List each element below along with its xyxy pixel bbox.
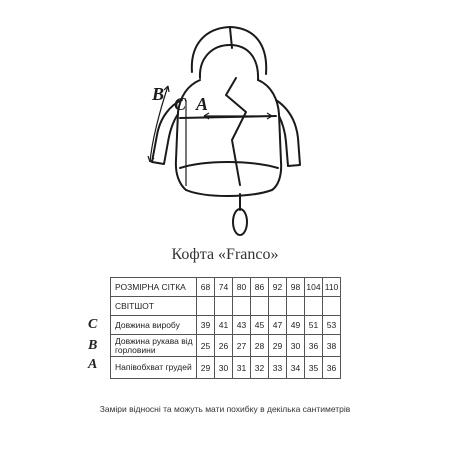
table-header-row (111, 278, 341, 297)
header-label: РОЗМІРНА СІТКА (111, 278, 197, 297)
value-cell: 27 (233, 335, 251, 357)
value-cell: 45 (251, 316, 269, 335)
size-cell: 86 (251, 278, 269, 297)
value-cell: 30 (215, 357, 233, 379)
value-cell: 35 (305, 357, 323, 379)
hood-outline (192, 27, 266, 74)
value-cell: 30 (287, 335, 305, 357)
row-label: Довжина рукава від горловини (111, 335, 197, 357)
table-row (111, 357, 341, 379)
value-cell: 28 (251, 335, 269, 357)
row-label: Довжина виробу (111, 316, 197, 335)
value-cell: 34 (287, 357, 305, 379)
value-cell: 38 (323, 335, 341, 357)
value-cell: 31 (233, 357, 251, 379)
disclaimer-note: Заміри відносні та можуть мати похибку в декілька сантиметрів (99, 404, 351, 414)
size-cell: 92 (269, 278, 287, 297)
value-cell: 29 (269, 335, 287, 357)
product-title: Кофта «Franco» (171, 246, 279, 263)
size-cell: 74 (215, 278, 233, 297)
row-letter-a: A (88, 357, 98, 372)
letter-b: B (152, 84, 165, 104)
drawstring-loop (233, 209, 247, 235)
zipper-line (226, 78, 246, 185)
value-cell: 43 (233, 316, 251, 335)
hem-band-bottom (186, 190, 272, 196)
row-letter-c: C (88, 317, 98, 332)
size-cell: 98 (287, 278, 305, 297)
row-label: Напівобхват грудей (111, 357, 197, 379)
size-cell: 68 (197, 278, 215, 297)
value-cell: 26 (215, 335, 233, 357)
value-cell: 53 (323, 316, 341, 335)
value-cell: 51 (305, 316, 323, 335)
value-cell: 49 (287, 316, 305, 335)
value-cell: 32 (251, 357, 269, 379)
value-cell: 39 (197, 316, 215, 335)
value-cell: 36 (305, 335, 323, 357)
size-cell: 80 (233, 278, 251, 297)
value-cell: 36 (323, 357, 341, 379)
table-row (111, 335, 341, 357)
table-section-row (111, 297, 341, 316)
letter-c: C (174, 94, 187, 114)
value-cell: 25 (197, 335, 215, 357)
row-letter-b: B (88, 338, 98, 353)
value-cell: 33 (269, 357, 287, 379)
value-cell: 41 (215, 316, 233, 335)
table-row (111, 316, 341, 335)
size-cell: 104 (305, 278, 323, 297)
section-label: СВІТШОТ (111, 297, 197, 316)
value-cell: 47 (269, 316, 287, 335)
body-right-side (258, 80, 281, 190)
hem-band-top (180, 162, 278, 168)
value-cell: 29 (197, 357, 215, 379)
size-cell: 110 (323, 278, 341, 297)
hood-opening (200, 45, 258, 80)
letter-a: A (196, 94, 209, 114)
size-chart-table (110, 277, 341, 379)
